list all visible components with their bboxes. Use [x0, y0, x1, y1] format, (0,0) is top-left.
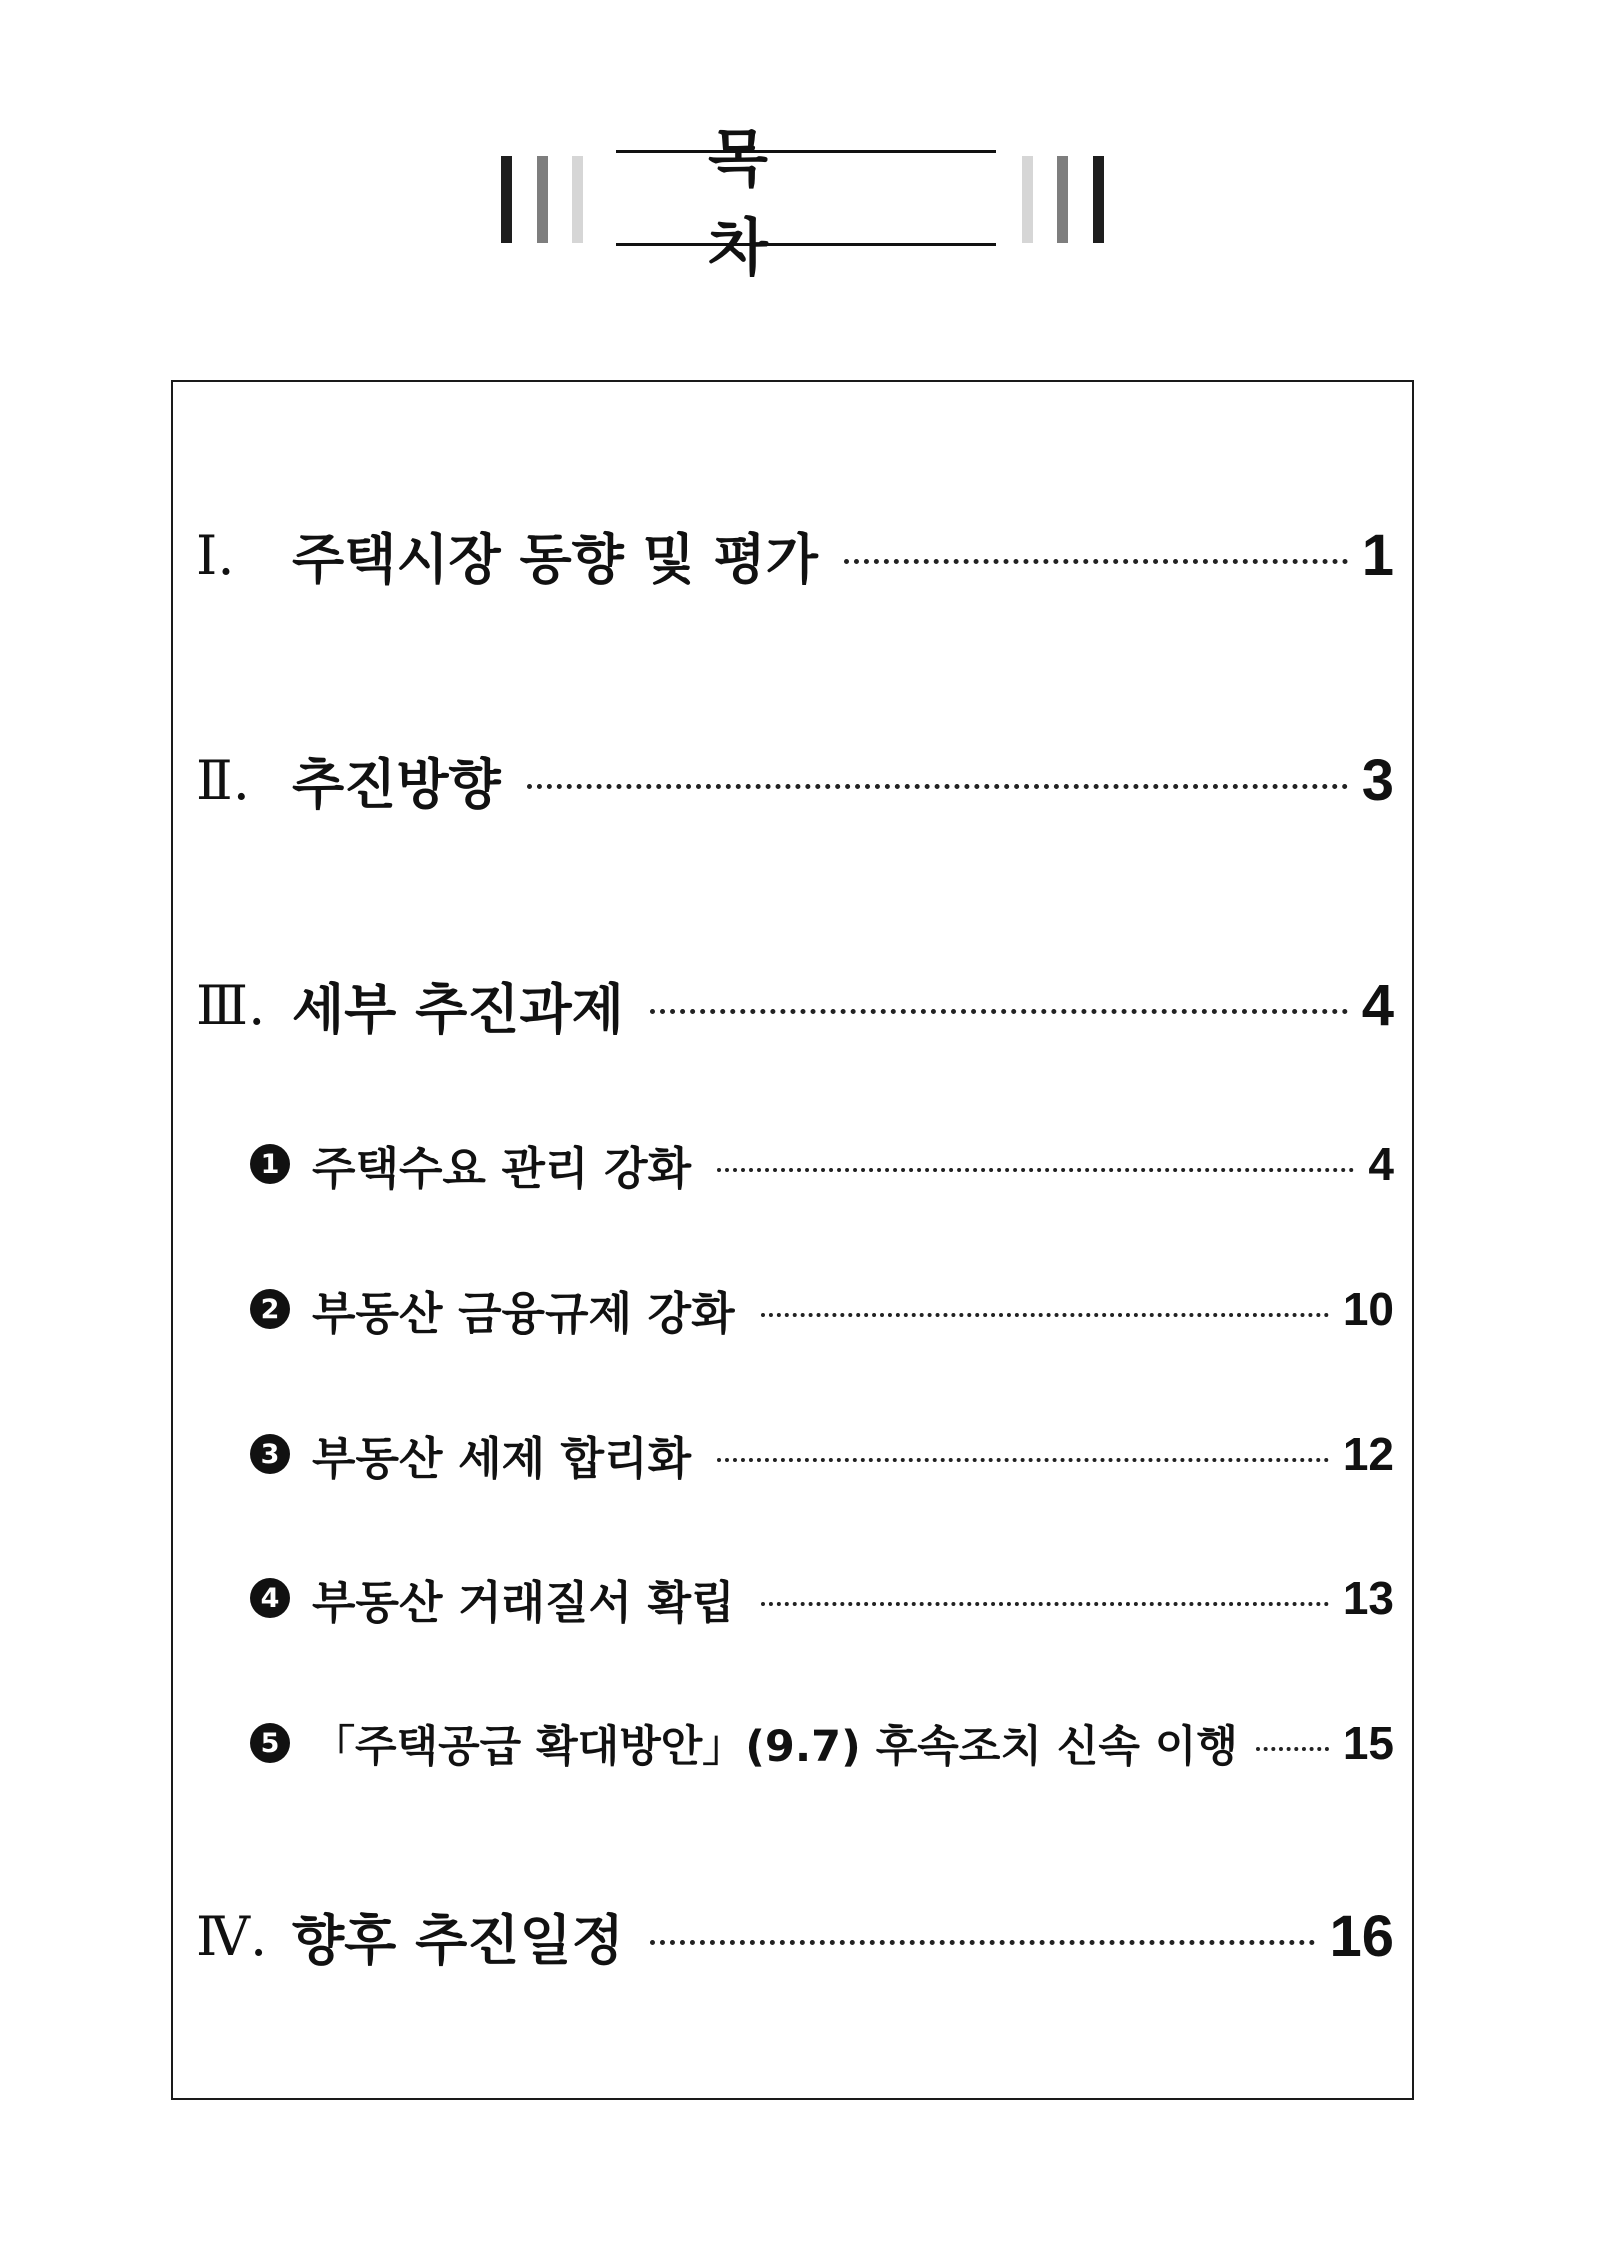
decorative-bar [1093, 156, 1104, 243]
section-label: 향후 추진일정 [292, 1908, 624, 1972]
page-number: 3 [1361, 747, 1394, 813]
page-number: 13 [1342, 1572, 1394, 1624]
leader-dots [717, 1168, 1354, 1172]
decorative-bar [1022, 156, 1033, 243]
toc-entry-subitem-4[interactable] [250, 1567, 1394, 1629]
toc-frame [171, 380, 1414, 2100]
decorative-bar [1057, 156, 1068, 243]
decorative-bar [537, 156, 548, 243]
toc-entry-subitem-1[interactable] [250, 1133, 1394, 1195]
section-numeral: Ⅲ. [196, 973, 266, 1037]
section-label: 추진방향 [292, 752, 501, 816]
page-number: 4 [1361, 972, 1394, 1038]
circled-number-icon: 5 [250, 1723, 290, 1763]
page-title: 목 차 [708, 122, 860, 284]
section-numeral: Ⅳ. [196, 1904, 268, 1968]
toc-entry-section-3[interactable] [196, 965, 1394, 1045]
decorative-bar [572, 156, 583, 243]
toc-entry-subitem-3[interactable] [250, 1423, 1394, 1485]
subitem-label: 부동산 거래질서 확립 [312, 1575, 735, 1629]
leader-dots [1256, 1747, 1329, 1751]
leader-dots [761, 1602, 1329, 1606]
page-number: 10 [1342, 1283, 1394, 1335]
page-number: 16 [1329, 1903, 1394, 1969]
page-number: 1 [1361, 522, 1394, 588]
section-label: 주택시장 동향 및 평가 [292, 527, 818, 591]
page-number: 4 [1368, 1138, 1394, 1190]
toc-entry-subitem-5[interactable] [250, 1712, 1394, 1774]
decorative-bar [501, 156, 512, 243]
title-box [616, 122, 996, 284]
circled-number-icon: 4 [250, 1578, 290, 1618]
toc-entry-section-2[interactable] [196, 740, 1394, 820]
subitem-label: 「주택공급 확대방안」(9.7) 후속조치 신속 이행 [312, 1721, 1238, 1772]
section-numeral: Ⅰ. [196, 523, 235, 587]
page-number: 12 [1342, 1428, 1394, 1480]
toc-entry-subitem-2[interactable] [250, 1278, 1394, 1340]
circled-number-icon: 3 [250, 1434, 290, 1474]
subitem-label: 부동산 금융규제 강화 [312, 1286, 735, 1340]
circled-number-icon: 2 [250, 1289, 290, 1329]
toc-entry-section-4[interactable] [196, 1896, 1394, 1976]
subitem-label: 주택수요 관리 강화 [312, 1141, 692, 1195]
leader-dots [761, 1313, 1329, 1317]
leader-dots [650, 1009, 1348, 1014]
toc-entry-section-1[interactable] [196, 515, 1394, 595]
leader-dots [844, 559, 1348, 564]
leader-dots [650, 1940, 1316, 1945]
page-number: 15 [1342, 1717, 1394, 1769]
circled-number-icon: 1 [250, 1144, 290, 1184]
subitem-label: 부동산 세제 합리화 [312, 1431, 692, 1485]
leader-dots [717, 1458, 1329, 1462]
page-header [0, 122, 1600, 284]
leader-dots [527, 784, 1348, 789]
section-numeral: Ⅱ. [196, 748, 250, 812]
section-label: 세부 추진과제 [292, 977, 624, 1041]
